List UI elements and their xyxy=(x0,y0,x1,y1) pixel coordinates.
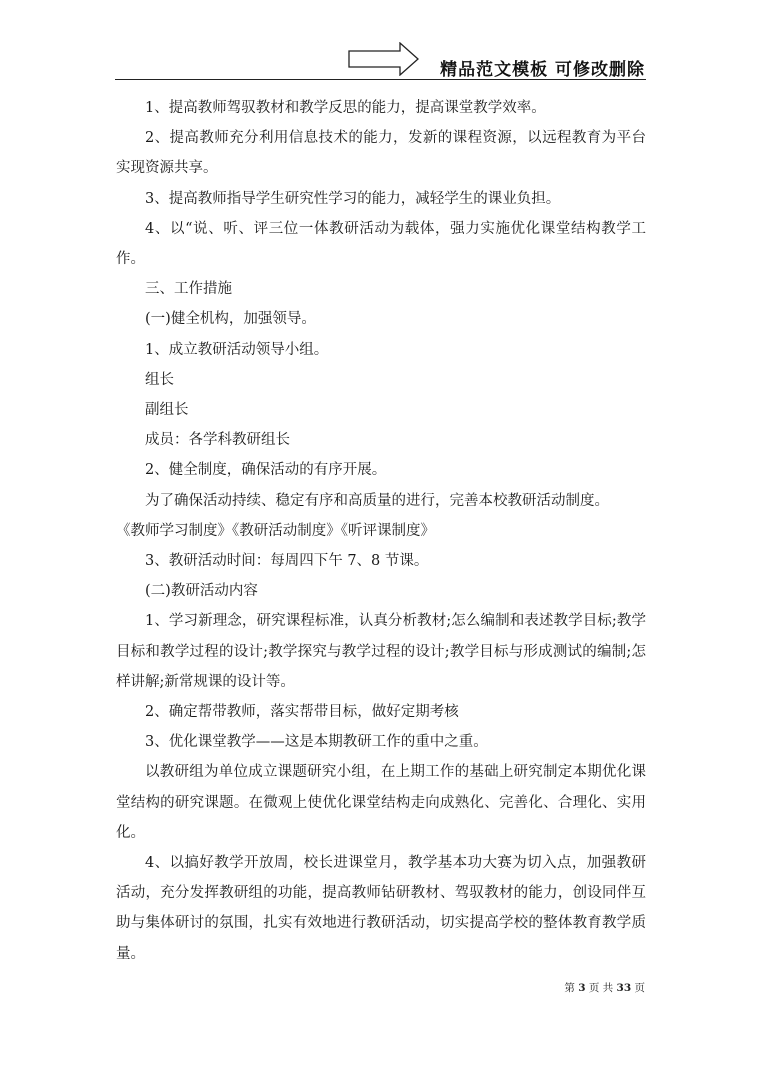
subsection-heading: (一)健全机构，加强领导。 xyxy=(145,311,316,328)
page-suffix: 页 xyxy=(634,982,645,994)
paragraph: 2、确定帮带教师，落实帮带目标，做好定期考核 xyxy=(145,704,459,721)
paragraph: 为了确保活动持续、稳定有序和高质量的进行，完善本校教研活动制度。 xyxy=(145,492,609,509)
paragraph: 副组长 xyxy=(145,402,189,419)
paragraph: 2、提高教师充分利用信息技术的能力，发新的课程资源，以远程教育为平台实现资源共享。 xyxy=(116,130,646,177)
total-pages: 33 xyxy=(616,982,632,994)
paragraph: 1、学习新理念，研究课程标准，认真分析教材;怎么编制和表述教学目标;教学目标和教学过程的设计;教学探究与教学过程的设计;教学目标与形成测试的编制;怎样讲解;新常规课的设计等。 xyxy=(116,613,646,690)
paragraph: 1、提高教师驾驭教材和教学反思的能力，提高课堂教学效率。 xyxy=(145,100,546,116)
paragraph: 3、提高教师指导学生研究性学习的能力，减轻学生的课业负担。 xyxy=(145,190,561,207)
right-arrow-icon xyxy=(348,42,420,76)
page-number xyxy=(564,980,645,995)
document-body xyxy=(116,93,646,969)
paragraph: 1、成立教研活动领导小组。 xyxy=(145,341,329,358)
paragraph: 成员：各学科教研组长 xyxy=(145,432,290,449)
page-prefix: 第 xyxy=(564,982,575,994)
page-header xyxy=(0,0,763,90)
paragraph: 4、以搞好教学开放周，校长进课堂月，教学基本功大赛为切入点，加强教研活动，充分发挥教研组的功能，提高教师钻研教材、驾驭教材的能力，创设同伴互助与集体研讨的氛围，扎实有效地进行教研活动，切实提高学校的整体教育教学质量。 xyxy=(116,855,646,962)
paragraph: 组长 xyxy=(145,371,174,388)
paragraph: 4、以“说、听、评三位一体教研活动为载体，强力实施优化课堂结构教学工作。 xyxy=(116,220,646,268)
paragraph: 3、教研活动时间：每周四下午 7、8 节课。 xyxy=(145,553,429,570)
paragraph: 以教研组为单位成立课题研究小组，在上期工作的基础上研究制定本期优化课堂结构的研究课题。在微观上使优化课堂结构走向成熟化、完善化、合理化、实用化。 xyxy=(116,764,646,841)
header-divider xyxy=(115,79,646,80)
current-page: 3 xyxy=(578,982,586,994)
paragraph: 《教师学习制度》《教研活动制度》《听评课制度》 xyxy=(116,522,435,539)
paragraph: 3、优化课堂教学——这是本期教研工作的重中之重。 xyxy=(145,734,488,751)
header-title: 精品范文模板 可修改删除 xyxy=(440,60,645,80)
section-heading: 三、工作措施 xyxy=(145,281,232,298)
paragraph: 2、健全制度，确保活动的有序开展。 xyxy=(145,462,387,479)
subsection-heading: (二)教研活动内容 xyxy=(145,583,258,600)
page-middle: 页 共 xyxy=(588,982,614,994)
